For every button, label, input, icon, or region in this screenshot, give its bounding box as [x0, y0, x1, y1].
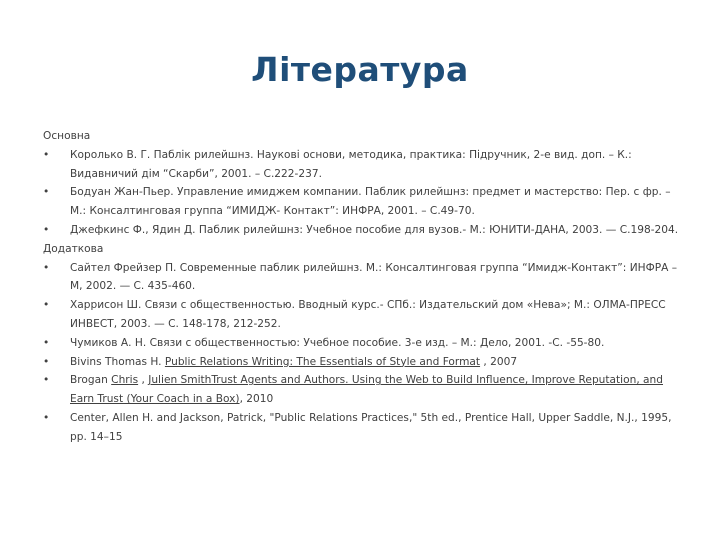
reference-text: Харрисон Ш. Связи с общественностью. Вводный курс.- СПб.: Издательский дом «Нева»; М.: ОЛМА-ПРЕСС ИНВЕСТ, 2003. — С. 148-178, 212-252.	[70, 299, 666, 330]
reference-text	[70, 356, 517, 368]
bullet-icon: •	[43, 186, 50, 199]
reference-text: Королько В. Г. Паблік рилейшнз. Наукові основи, методика, практика: Підручник, 2-е вид. доп. – К.: Видавничий дім “Скарби”, 2001. – С.222-237.	[70, 148, 632, 180]
list-item	[43, 221, 683, 240]
reference-year: , 2007	[480, 355, 518, 368]
reference-text: Бодуан Жан-Пьер. Управление имиджем компании. Паблик рилейшнз: предмет и мастерство: Пер. с фр. – М.: Консалтинговая группа “ИМИДЖ- Контакт”: ИНФРА, 2001. – С.49-70.	[70, 186, 671, 218]
list-item	[43, 183, 683, 221]
reference-link[interactable]: Julien SmithTrust Agents and Authors. Using the Web to Build Influence, Improve Reputation, and Earn Trust (Your Coach in a Box)	[70, 374, 663, 406]
bullet-icon: •	[43, 411, 50, 424]
reference-link[interactable]: Public Relations Writing: The Essentials of Style and Format	[164, 355, 481, 368]
list-item	[43, 371, 683, 409]
list-item	[43, 334, 683, 353]
references-list	[43, 127, 683, 447]
bullet-icon: •	[43, 374, 50, 387]
reference-year: , 2010	[239, 393, 274, 406]
slide-title: Література	[251, 50, 469, 89]
reference-text	[70, 374, 663, 405]
list-item	[43, 146, 683, 184]
bullet-icon: •	[43, 355, 50, 368]
author-link[interactable]: Chris	[111, 374, 139, 387]
bullet-icon: •	[43, 336, 50, 349]
reference-separator: ,	[138, 374, 149, 387]
bullet-icon: •	[43, 223, 50, 236]
bullet-icon: •	[43, 261, 50, 274]
reference-author: Brogan	[70, 374, 112, 387]
list-item	[43, 409, 683, 447]
reference-text: Чумиков А. Н. Связи с общественностью: Учебное пособие. 3-е изд. – М.: Дело, 2001. -С. -55-80.	[70, 336, 605, 349]
reference-text: Сайтел Фрейзер П. Современные паблик рилейшнз. М.: Консалтинговая группа “Имидж-Контакт”: ИНФРА – М, 2002. — С. 435-460.	[70, 261, 678, 293]
list-item	[43, 259, 683, 297]
section-heading-additional: Додаткова	[43, 242, 104, 255]
bullet-icon: •	[43, 299, 50, 312]
bullet-icon: •	[43, 148, 50, 161]
list-item	[43, 296, 683, 334]
reference-author: Bivins Thomas H.	[70, 355, 165, 368]
reference-text: Center, Allen H. and Jackson, Patrick, "Public Relations Practices," 5th ed., Prentice Hall, Upper Saddle, N.J., 1995, pp. 14–15	[70, 411, 672, 443]
list-item	[43, 353, 683, 372]
reference-text: Джефкинс Ф., Ядин Д. Паблик рилейшнз: Учебное пособие для вузов.- М.: ЮНИТИ-ДАНА, 2003. — С.198-204.	[70, 223, 679, 236]
section-heading-main: Основна	[43, 130, 91, 142]
